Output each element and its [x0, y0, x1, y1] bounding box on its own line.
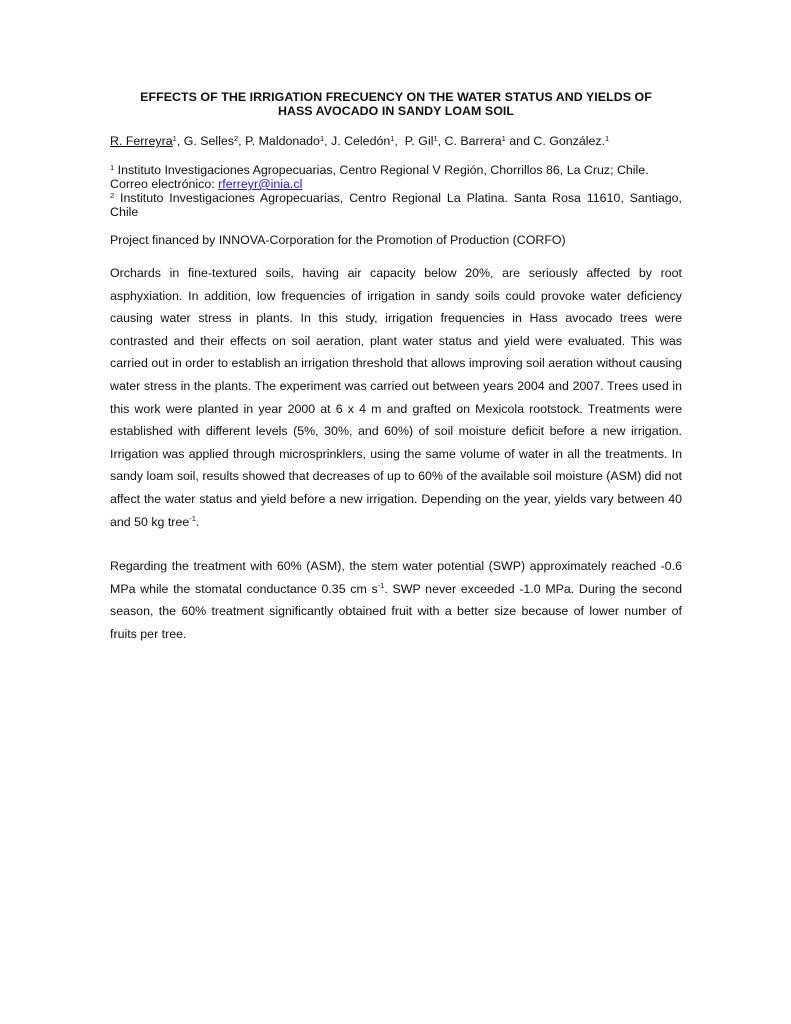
- funding-note: Project financed by INNOVA-Corporation for the Promotion of Production (CORFO): [110, 233, 566, 247]
- author-affiliation-mark: 1: [433, 134, 438, 143]
- unit-exponent: -1: [189, 513, 196, 523]
- affiliation-text: Instituto Investigaciones Agropecuarias, Centro Regional V Región, Chorrillos 86, La Cruz; Chile.: [117, 163, 649, 177]
- author-name: C. Barrera: [444, 134, 502, 148]
- author-name: G. Selles: [183, 134, 234, 148]
- email-link[interactable]: rferreyr@inia.cl: [218, 177, 303, 191]
- affiliations: [110, 163, 682, 219]
- author-affiliation-mark: 1: [390, 134, 395, 143]
- author-affiliation-mark: 1: [172, 134, 177, 143]
- abstract-paragraph: [110, 555, 682, 645]
- affiliation-text: Instituto Investigaciones Agropecuarias, Centro Regional La Platina. Santa Rosa 11610, Santiago, Chile: [110, 191, 682, 219]
- author-name: C. González.: [533, 134, 606, 148]
- author-name: J. Celedón: [331, 134, 391, 148]
- title-line-2: HASS AVOCADO IN SANDY LOAM SOIL: [277, 104, 515, 118]
- author-affiliation-mark: 2: [234, 134, 239, 143]
- paragraph-text: Regarding the treatment with 60% (ASM), the stem water potential (SWP) approximately reached -0.6 MPa while the stomatal conductance 0.35 cm s: [110, 559, 682, 596]
- affiliation-mark: 2: [110, 191, 115, 200]
- author-affiliation-mark: 1: [605, 134, 610, 143]
- author-affiliation-mark: 1: [319, 134, 325, 143]
- author-name: R. Ferreyra: [110, 134, 173, 148]
- paragraph-text: Orchards in fine-textured soils, having air capacity below 20%, are seriously affected by root asphyxiation. In addition, low frequencies of irrigation in sandy soils could provoke water deficiency causing water stress in plants. In this study, irrigation frequencies in Hass avocado trees were contrasted and their effects on soil aeration, plant water status and yield were evaluated. This was carried out in order to establish an irrigation threshold that allows improving soil aeration without causing water stress in the plants. The experiment was carried out between years 2004 and 2007. Trees used in this work were planted in year 2000 at 6 x 4 m and grafted on Mexicola rootstock. Treatments were established with different levels (5%, 30%, and 60%) of soil moisture deficit before a new irrigation. Irrigation was applied through microsprinklers, using the same volume of water in all the treatments. In sandy loam soil, results showed that decreases of up to 60% of the available soil moisture (ASM) did not affect the water status and yield before a new irrigation. Depending on the year, yields vary between 40 and 50 kg tree: [110, 266, 682, 529]
- unit-exponent: -1: [377, 580, 385, 590]
- author-list: R. Ferreyra$^1$, G. Selles$^2$, P. Maldonado$^1$, J. Celedón$^1$, P. Gil$^1$, C. Barrera$^1$ and C. González.$^1$: [110, 134, 610, 148]
- affiliation-2: [110, 191, 682, 219]
- paper-title: [110, 90, 682, 118]
- paragraph-end: .: [195, 514, 200, 529]
- affiliation-1: [110, 163, 682, 177]
- contact-email-line: [110, 177, 682, 191]
- affiliation-mark: 1: [110, 163, 115, 172]
- email-label: Correo electrónico:: [110, 177, 215, 191]
- author-name: P. Maldonado: [245, 134, 320, 148]
- author-name: P. Gil: [404, 134, 434, 148]
- abstract-paragraph: [110, 262, 682, 533]
- title-line-1: EFFECTS OF THE IRRIGATION FRECUENCY ON THE WATER STATUS AND YIELDS OF: [140, 90, 652, 104]
- document-page: [110, 90, 682, 646]
- paragraph-text: . SWP never exceeded -1.0 MPa. During the second season, the 60% treatment significantly obtained fruit with a better size because of lower number of fruits per tree.: [110, 581, 682, 641]
- author-affiliation-mark: 1: [501, 134, 506, 143]
